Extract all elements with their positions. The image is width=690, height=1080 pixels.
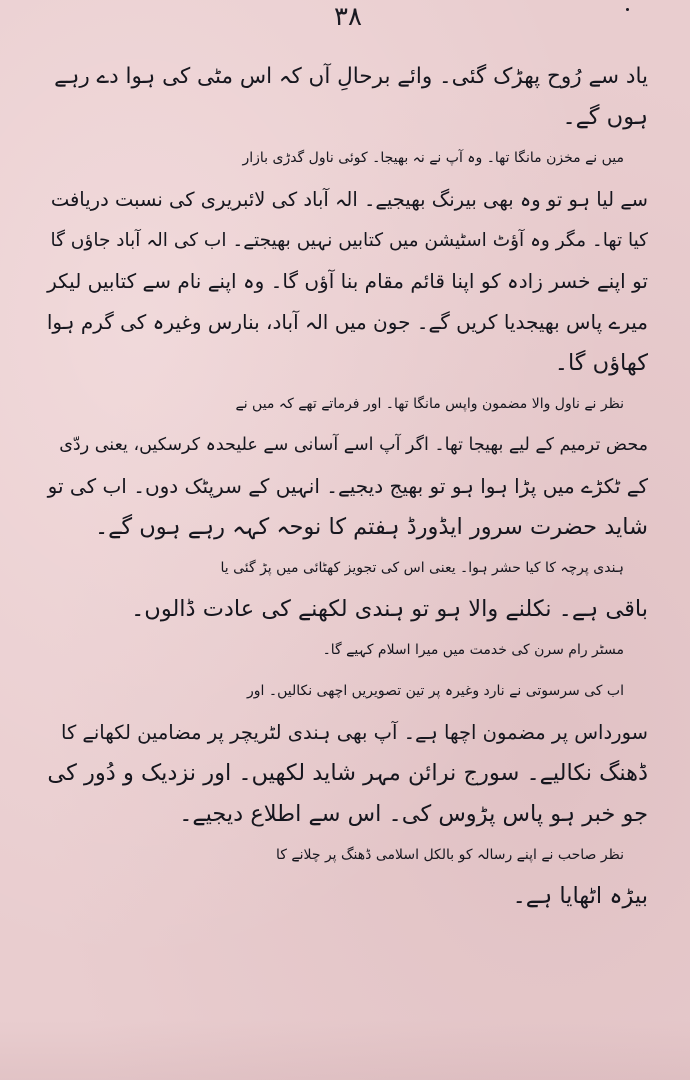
text-line: نظر صاحب نے اپنے رسالہ کو بالکل اسلامی ڈھنگ پر چلانے کا [276, 847, 624, 863]
text-line: ڈھنگ نکالیے۔ سورج نرائن مہر شاید لکھیں۔ اور نزدیک و دُور کی [47, 760, 648, 786]
text-line: نظر نے ناول والا مضمون واپس مانگا تھا۔ اور فرماتے تھے کہ میں نے [235, 396, 624, 412]
text-line: سے لیا ہو تو وہ بھی بیرنگ بھیجیے۔ الہ آباد کی لائبریری کی نسبت دریافت [50, 188, 648, 211]
text-line: ہندی پرچہ کا کیا حشر ہوا۔ یعنی اس کی تجویز کھٹائی میں پڑ گئی یا [220, 560, 624, 576]
text-line: مسٹر رام سرن کی خدمت میں میرا اسلام کہیے گا۔ [322, 642, 624, 658]
page-number: ۳۸ [334, 2, 362, 32]
text-line: سورداس پر مضمون اچھا ہے۔ آپ بھی ہندی لٹریچر پر مضامین لکھانے کا [61, 721, 648, 744]
text-line: یاد سے رُوح پھڑک گئی۔ وائے برحالِ آں کہ اس مٹی کی ہوا دے رہے [54, 64, 648, 89]
text-line: شاید حضرت سرور ایڈورڈ ہفتم کا نوحہ کہہ رہے ہوں گے۔ [95, 514, 648, 540]
ink-dot [626, 8, 629, 11]
text-line: محض ترمیم کے لیے بھیجا تھا۔ اگر آپ اسے آسانی سے علیحدہ کرسکیں، یعنی ردّی [59, 435, 648, 455]
text-line: میں نے مخزن مانگا تھا۔ وہ آپ نے نہ بھیجا۔ کوئی ناول گدڑی بازار [242, 150, 624, 166]
text-line: باقی ہے۔ نکلنے والا ہو تو ہندی لکھنے کی عادت ڈالوں۔ [131, 596, 648, 622]
text-line: جو خبر ہو پاس پڑوس کی۔ اس سے اطلاع دیجیے۔ [179, 801, 648, 827]
text-line: کے ٹکڑے میں پڑا ہوا ہو تو بھیج دیجیے۔ انہیں کے سرپٹک دوں۔ اب کی تو [47, 474, 648, 498]
text-line: کھاؤں گا۔ [554, 350, 648, 376]
text-line: اب کی سرسوتی نے نارد وغیرہ پر تین تصویریں اچھی نکالیں۔ اور [247, 683, 624, 699]
text-line: میرے پاس بھیجدیا کریں گے۔ جون میں الہ آباد، بنارس وغیرہ کی گرم ہوا [46, 310, 648, 334]
text-line: کیا تھا۔ مگر وہ آؤٹ اسٹیشن میں کتابیں نہیں بھیجتے۔ اب کی الہ آباد جاؤں گا [50, 230, 648, 251]
text-line: بیڑہ اٹھایا ہے۔ [512, 883, 648, 909]
handwritten-letter-body [48, 56, 648, 917]
paper-shade [0, 1020, 690, 1080]
text-line: تو اپنے خسر زادہ کو اپنا قائم مقام بنا آؤں گا۔ وہ اپنے نام سے کتابیں لیکر [47, 269, 648, 293]
text-line: ہوں گے۔ [562, 104, 648, 130]
